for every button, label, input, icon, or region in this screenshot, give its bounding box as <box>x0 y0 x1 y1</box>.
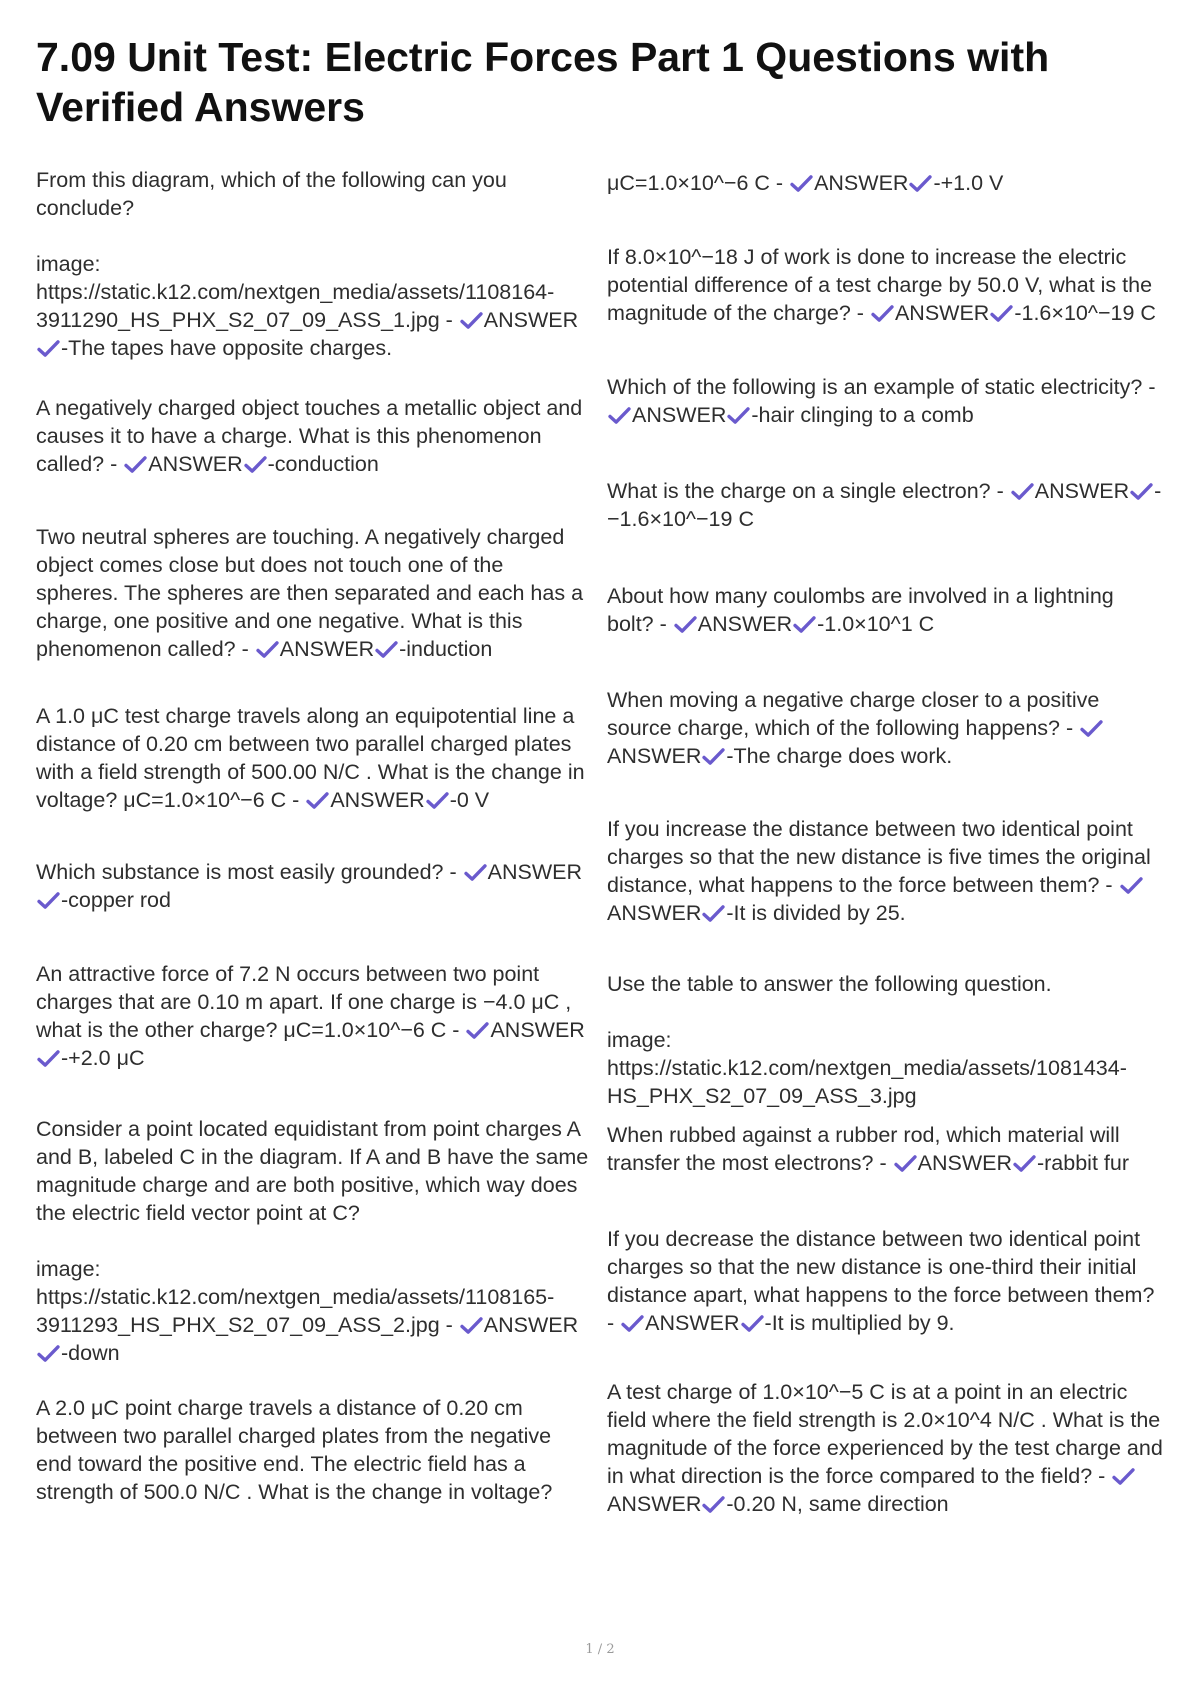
checkmark-icon <box>702 905 725 922</box>
answer-label: ANSWER <box>607 744 702 768</box>
qa-item <box>36 1394 552 1506</box>
checkmark-icon <box>1120 877 1143 894</box>
answer-text: -The charge does work. <box>726 744 953 768</box>
checkmark-icon <box>727 407 750 424</box>
answer-label: ANSWER <box>894 301 990 325</box>
qa-item <box>36 394 582 478</box>
question-text: A 1.0 μC test charge travels along an equipotential line a distance of 0.20 cm between two parallel charged plates with a field strength of 500.00 N/C . What is the change in voltage? μC=1.0×10^−6 C - <box>36 704 585 812</box>
qa-item <box>607 815 1177 927</box>
answer-text: -induction <box>399 637 493 661</box>
checkmark-icon <box>244 456 267 473</box>
qa-item <box>607 373 1177 429</box>
qa-item <box>607 686 1177 770</box>
answer-label: ANSWER <box>697 612 793 636</box>
qa-item <box>607 477 1177 533</box>
answer-text: -conduction <box>267 452 379 476</box>
answer-text: -0 V <box>449 788 490 812</box>
qa-item <box>607 1378 1177 1518</box>
qa-item <box>36 858 596 914</box>
checkmark-icon <box>674 616 697 633</box>
checkmark-icon <box>790 175 813 192</box>
qa-item <box>36 960 596 1072</box>
question-text: If 8.0×10^−18 J of work is done to increase the electric potential difference of a test charge by 50.0 V, what is the magnitude of the charge? - <box>607 245 1153 325</box>
checkmark-icon <box>124 456 147 473</box>
checkmark-icon <box>306 792 329 809</box>
checkmark-icon <box>702 1496 725 1513</box>
answer-label: ANSWER <box>607 901 702 925</box>
checkmark-icon <box>1011 483 1034 500</box>
checkmark-icon <box>37 340 60 357</box>
checkmark-icon <box>375 641 398 658</box>
answer-text: -1.0×10^1 C <box>817 612 935 636</box>
qa-item <box>36 702 585 814</box>
answer-label: ANSWER <box>645 1311 740 1335</box>
question-text: A negatively charged object touches a metallic object and causes it to have a charge. What is this phenomenon called? - <box>36 396 583 476</box>
answer-text: -+1.0 V <box>933 171 1004 195</box>
page-number: 1 / 2 <box>585 1642 615 1657</box>
answer-label: ANSWER <box>483 308 579 332</box>
checkmark-icon <box>37 1050 60 1067</box>
answer-label: ANSWER <box>148 452 243 476</box>
checkmark-icon <box>37 1345 60 1362</box>
question-text: μC=1.0×10^−6 C - <box>607 171 784 195</box>
question-text: When rubbed against a rubber rod, which material will transfer the most electrons? - <box>607 1123 1120 1175</box>
question-text: A 2.0 μC point charge travels a distance of 0.20 cm between two parallel charged plates from the negative end toward the positive end. The electric field has a strength of 500.0 N/C . What is the change in voltage? <box>36 1396 553 1504</box>
answer-text: -1.6×10^−19 C <box>1014 301 1156 325</box>
answer-label: ANSWER <box>330 788 425 812</box>
answer-text: -down <box>61 1341 120 1365</box>
question-text: Use the table to answer the following question. image: https://static.k12.com/nextgen_media/assets/1081434- HS_PHX_S2_07_09_ASS_3.jpg <box>607 972 1127 1108</box>
question-text: Two neutral spheres are touching. A negatively charged object comes close but does not touch one of the spheres. The spheres are then separated and each has a charge, one positive and one negative. What is this phenomenon called? - <box>36 525 584 661</box>
checkmark-icon <box>426 792 449 809</box>
answer-label: ANSWER <box>279 637 375 661</box>
question-text: If you decrease the distance between two identical point charges so that the new distance is one-third their initial distance apart, what happens to the force between them? - <box>607 1227 1155 1335</box>
checkmark-icon <box>460 1317 483 1334</box>
checkmark-icon <box>1080 720 1103 737</box>
answer-label: ANSWER <box>490 1018 585 1042</box>
checkmark-icon <box>741 1315 764 1332</box>
qa-item <box>607 1121 1129 1177</box>
question-text: What is the charge on a single electron? - <box>607 479 1004 503</box>
checkmark-icon <box>37 892 60 909</box>
qa-item <box>36 523 583 663</box>
checkmark-icon <box>1013 1155 1036 1172</box>
checkmark-icon <box>460 312 483 329</box>
question-text: Which substance is most easily grounded? - <box>36 860 457 884</box>
document-title: 7.09 Unit Test: Electric Forces Part 1 Questions with Verified Answers <box>36 34 1050 130</box>
question-text: A test charge of 1.0×10^−5 C is at a point in an electric field where the field strength is 2.0×10^4 N/C . What is the magnitude of the force experienced by the test charge and in what direction is the force compared to the field? - <box>607 1380 1163 1488</box>
checkmark-icon <box>464 864 487 881</box>
answer-text: -rabbit fur <box>1036 1151 1129 1175</box>
question-text: When moving a negative charge closer to a positive source charge, which of the following happens? - <box>607 688 1100 740</box>
answer-text: -It is divided by 25. <box>726 901 906 925</box>
qa-item <box>607 582 1114 638</box>
answer-text: -hair clinging to a comb <box>751 403 974 427</box>
answer-text: -+2.0 μC <box>61 1046 145 1070</box>
checkmark-icon <box>702 748 725 765</box>
checkmark-icon <box>466 1022 489 1039</box>
checkmark-icon <box>871 305 894 322</box>
checkmark-icon <box>894 1155 917 1172</box>
answer-text: -−1.6×10^−19 C <box>607 479 1162 531</box>
answer-text: -0.20 N, same direction <box>726 1492 949 1516</box>
answer-text: -The tapes have opposite charges. <box>61 336 393 360</box>
qa-item <box>607 243 1156 327</box>
answer-text: -It is multiplied by 9. <box>764 1311 955 1335</box>
checkmark-icon <box>621 1315 644 1332</box>
checkmark-icon <box>1112 1468 1135 1485</box>
question-text: About how many coulombs are involved in a lightning bolt? - <box>607 584 1114 636</box>
question-text: Which of the following is an example of static electricity? - <box>607 375 1156 399</box>
checkmark-icon <box>793 616 816 633</box>
answer-label: ANSWER <box>917 1151 1012 1175</box>
question-text: An attractive force of 7.2 N occurs between two point charges that are 0.10 m apart. If one charge is −4.0 μC , what is the other charge? μC=1.0×10^−6 C - <box>36 962 572 1042</box>
question-text: If you increase the distance between two identical point charges so that the new distance is five times the original distance, what happens to the force between them? - <box>607 817 1151 897</box>
answer-label: ANSWER <box>1034 479 1130 503</box>
answer-label: ANSWER <box>487 860 583 884</box>
answer-label: ANSWER <box>607 1492 702 1516</box>
checkmark-icon <box>1130 483 1153 500</box>
qa-item <box>36 166 596 362</box>
question-text: From this diagram, which of the following can you conclude? image: https://static.k12.com/nextgen_media/assets/1108164- 3911290_HS_PHX_S2_07_09_ASS_1.jpg - <box>36 168 555 332</box>
answer-label: ANSWER <box>483 1313 579 1337</box>
checkmark-icon <box>909 175 932 192</box>
answer-label: ANSWER <box>814 171 909 195</box>
qa-item <box>607 970 1127 1110</box>
qa-item <box>607 169 1003 197</box>
answer-label: ANSWER <box>632 403 727 427</box>
answer-text: -copper rod <box>61 888 171 912</box>
question-text: Consider a point located equidistant from point charges A and B, labeled C in the diagram. If A and B have the same magnitude charge and are both positive, which way does the electric field vector point at C? image: https://static.k12.com/nextgen_media/assets/1108165- 3911293_HS_PHX_S2_07_09_ASS_2.jpg - <box>36 1117 589 1337</box>
checkmark-icon <box>608 407 631 424</box>
qa-item <box>607 1225 1154 1337</box>
qa-item <box>36 1115 596 1367</box>
checkmark-icon <box>256 641 279 658</box>
checkmark-icon <box>990 305 1013 322</box>
